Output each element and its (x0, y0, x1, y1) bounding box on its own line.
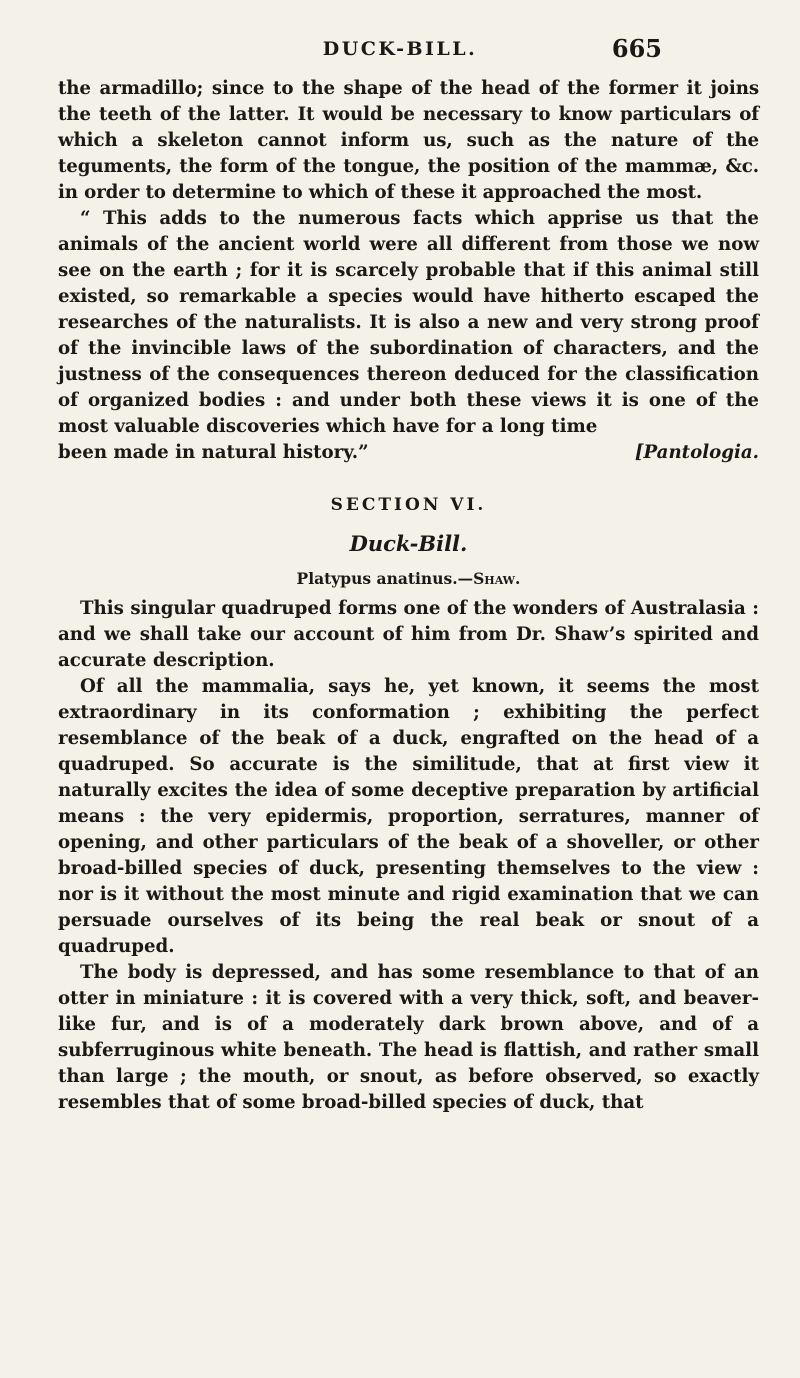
paragraph: The body is depressed, and has some resemblance to that of an otter in miniature : it is covered with a very thick, soft, and beaver-like fur, and is of a moderately dark brown above, and of a subferruginous white beneath. The head is flattish, and rather small than large ; the mouth, or snout, as before observed, so exactly resembles that of some broad-billed species of duck, that (58, 962, 759, 1113)
page-number: 665 (611, 34, 662, 63)
continuation-paragraph: the armadillo; since to the shape of the head of the former it joins the teeth of the latter. It would be necessary to know particulars of which a skeleton cannot inform us, such as the nature of the teguments, the form of the tongue, the position of the mammæ, &c. in order to determine to which of these it approached the most. (58, 78, 759, 203)
quote-citation-line (58, 440, 759, 466)
section-heading: SECTION VI. (330, 495, 487, 515)
quote-last-line: been made in natural history.” (58, 442, 369, 463)
quote-paragraph: “ This adds to the numerous facts which apprise us that the animals of the ancient world were all different from those we now see on the earth ; for it is scarcely probable that if this animal still existed, so remarkable a species would have hitherto escaped the researches of the naturalists. It is also a new and very strong proof of the invincible laws of the subordination of characters, and the justness of the consequences thereon deduced for the classification of organized bodies : and under both these views it is one of the most valuable discoveries which have for a long time (58, 208, 759, 437)
paragraph: This singular quadruped forms one of the wonders of Australasia : and we shall take our account of him from Dr. Shaw’s spirited and accurate description. (58, 598, 759, 671)
body-text (58, 76, 759, 1116)
author-name: Shaw. (473, 569, 521, 588)
section-subtitle (58, 566, 759, 592)
section-title: Duck-Bill. (349, 531, 468, 556)
running-head: DUCK-BILL. (322, 38, 478, 60)
page-header (0, 34, 800, 68)
scientific-name: Platypus anatinus.— (296, 569, 474, 588)
paragraph: Of all the mammalia, says he, yet known, it seems the most extraordinary in its conformation ; exhibiting the perfect resemblance of the beak of a duck, engrafted on the head of a quadruped. So accurate is the similitude, that at first view it naturally excites the idea of some deceptive preparation by artificial means : the very epidermis, proportion, serratures, manner of opening, and other particulars of the beak of a shoveller, or other broad-billed species of duck, presenting themselves to the view : nor is it without the most minute and rigid examination that we can persuade ourselves of its being the real beak or snout of a quadruped. (58, 676, 759, 957)
citation: [Pantologia. (634, 442, 759, 463)
